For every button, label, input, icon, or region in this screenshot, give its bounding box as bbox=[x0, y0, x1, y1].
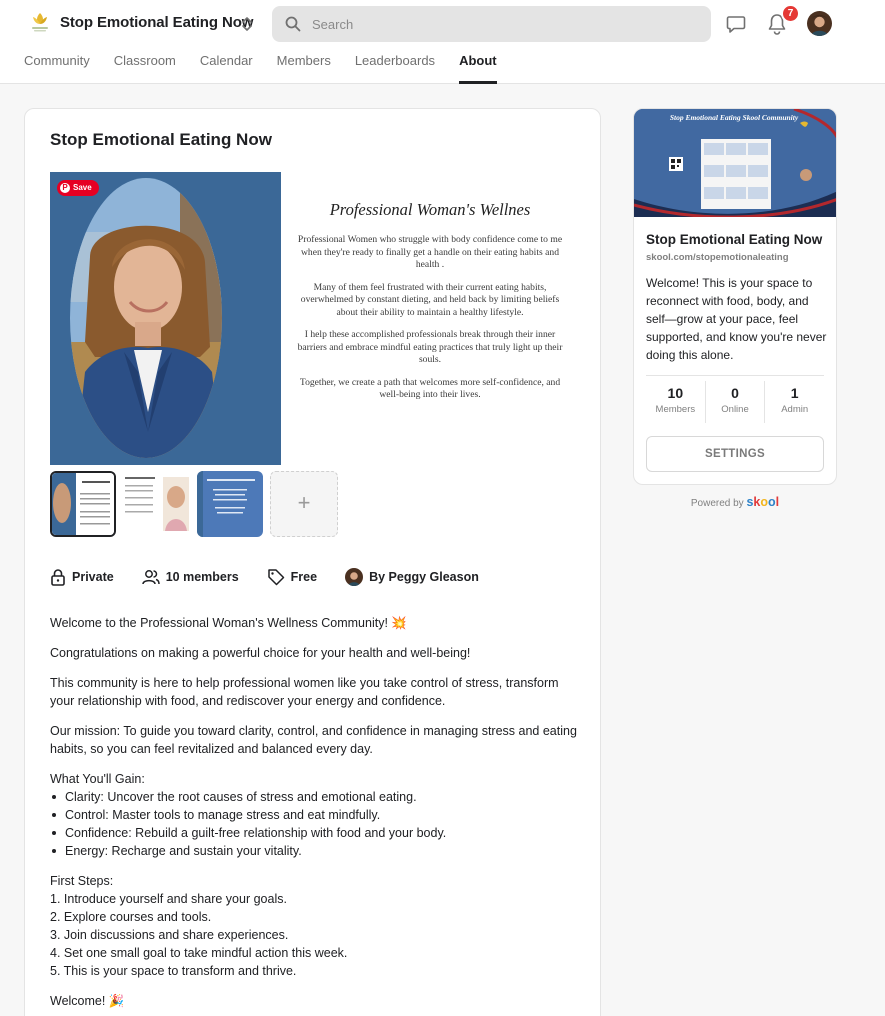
list-item: 4. Set one small goal to take mindful action this week. bbox=[50, 946, 348, 960]
privacy-label: Private bbox=[72, 570, 114, 584]
list-item: Confidence: Rebuild a guilt-free relationship with food and your body. bbox=[50, 824, 585, 842]
community-logo-icon[interactable] bbox=[27, 9, 53, 35]
tab-leaderboards[interactable]: Leaderboards bbox=[354, 53, 436, 68]
price-label: Free bbox=[290, 570, 318, 584]
stat-admin[interactable] bbox=[765, 381, 824, 423]
owner-info[interactable] bbox=[345, 568, 479, 586]
tab-about[interactable]: About bbox=[459, 52, 497, 84]
list-item: 3. Join discussions and share experiences. bbox=[50, 928, 289, 942]
list-item: 2. Explore courses and tools. bbox=[50, 910, 212, 924]
stat-value: 0 bbox=[731, 385, 739, 401]
description-mission: Our mission: To guide you toward clarity, control, and confidence in managing stress and eating habits, so you can feel revitalized and balanced every day. bbox=[50, 724, 577, 756]
divider bbox=[646, 375, 824, 376]
top-bar bbox=[0, 0, 885, 84]
gains-list bbox=[50, 788, 585, 860]
tag-icon bbox=[267, 568, 285, 586]
tab-calendar[interactable]: Calendar bbox=[199, 53, 253, 68]
tab-classroom[interactable]: Classroom bbox=[113, 53, 176, 68]
hero-heading: Professional Woman's Wellnes bbox=[329, 200, 531, 219]
group-cover-image[interactable] bbox=[634, 109, 837, 217]
gallery-thumbnail-3[interactable] bbox=[197, 471, 263, 537]
tab-community[interactable]: Community bbox=[24, 53, 90, 68]
privacy-info bbox=[50, 568, 114, 586]
gains-section bbox=[50, 770, 585, 860]
stat-online[interactable] bbox=[706, 381, 766, 423]
notification-badge[interactable]: 7 bbox=[781, 4, 800, 23]
stat-label: Admin bbox=[781, 404, 809, 415]
stat-members[interactable] bbox=[646, 381, 706, 423]
tab-bar bbox=[24, 52, 521, 84]
gains-heading: What You'll Gain: bbox=[50, 772, 145, 786]
gallery-thumbnail-1[interactable] bbox=[50, 471, 116, 537]
search-bar[interactable] bbox=[272, 6, 711, 42]
list-item: Clarity: Uncover the root causes of stress and emotional eating. bbox=[50, 788, 585, 806]
list-item: 1. Introduce yourself and share your goals. bbox=[50, 892, 287, 906]
pinterest-icon: P bbox=[60, 183, 70, 193]
pinterest-save-button[interactable] bbox=[57, 180, 99, 196]
stat-label: Online bbox=[721, 404, 749, 415]
stat-value: 10 bbox=[667, 385, 684, 401]
stat-label: Members bbox=[655, 404, 696, 415]
powered-by[interactable] bbox=[633, 495, 837, 509]
skool-logo: skool bbox=[746, 495, 780, 509]
list-item: Energy: Recharge and sustain your vitality. bbox=[50, 842, 585, 860]
sidebar-description: Welcome! This is your space to reconnect with food, body, and self—grow at your pace, feel supported, and know you're never doing this alone. bbox=[646, 276, 827, 362]
stat-value: 1 bbox=[790, 385, 799, 401]
group-name[interactable]: Stop Emotional Eating Now bbox=[60, 14, 254, 31]
hero-paragraph: Many of them feel frustrated with their current eating habits, overwhelmed by constant dieting, and held back by limiting beliefs about their ability to maintain a healthy lifestyle. bbox=[300, 281, 560, 318]
group-description bbox=[50, 614, 585, 1016]
settings-button[interactable]: SETTINGS bbox=[646, 436, 824, 472]
description-purpose: This community is here to help professional women like you take control of stress, transform your relationship with food, and rediscover your energy and confidence. bbox=[50, 676, 559, 708]
tab-members[interactable]: Members bbox=[276, 53, 331, 68]
steps-section bbox=[50, 872, 585, 980]
gallery-thumbnail-2[interactable] bbox=[123, 471, 189, 537]
search-input[interactable] bbox=[312, 6, 702, 42]
description-welcome: Welcome to the Professional Woman's Wellness Community! 💥 bbox=[50, 616, 407, 630]
owner-label: By Peggy Gleason bbox=[369, 570, 479, 584]
description-closing: Welcome! 🎉 bbox=[50, 994, 125, 1008]
hero-paragraph: Professional Women who struggle with body confidence come to me when they're ready to finally get a handle on their eating habits and health . bbox=[297, 234, 563, 270]
powered-by-label: Powered by bbox=[690, 498, 744, 509]
portrait-photo bbox=[50, 172, 281, 465]
search-icon bbox=[284, 15, 302, 33]
lock-icon bbox=[50, 568, 66, 586]
cover-title: Stop Emotional Eating Skool Community bbox=[669, 113, 799, 122]
hero-paragraph: I help these accomplished professionals break through their inner barriers and embrace mindful eating practices that truly light up their souls. bbox=[297, 329, 563, 365]
about-card bbox=[24, 108, 601, 1016]
hero-text bbox=[290, 172, 570, 465]
member-count-info[interactable] bbox=[142, 569, 239, 585]
price-info bbox=[267, 568, 317, 586]
users-icon bbox=[142, 569, 160, 585]
chat-icon[interactable] bbox=[725, 13, 747, 35]
hero-paragraph: Together, we create a path that welcomes more self-confidence, and well-being into their lives. bbox=[299, 376, 561, 400]
group-stats bbox=[646, 381, 824, 423]
save-label: Save bbox=[73, 183, 92, 192]
page-title: Stop Emotional Eating Now bbox=[50, 130, 272, 149]
hero-image[interactable] bbox=[50, 172, 581, 465]
chevron-up-down-icon[interactable] bbox=[240, 14, 254, 34]
sidebar-group-name: Stop Emotional Eating Now bbox=[646, 232, 823, 247]
owner-avatar bbox=[345, 568, 363, 586]
description-congrats: Congratulations on making a powerful choice for your health and well-being! bbox=[50, 646, 471, 660]
add-image-button[interactable]: + bbox=[270, 471, 338, 537]
user-avatar[interactable] bbox=[807, 11, 832, 36]
list-item: Control: Master tools to manage stress and eat mindfully. bbox=[50, 806, 585, 824]
list-item: 5. This is your space to transform and thrive. bbox=[50, 964, 297, 978]
group-url[interactable]: skool.com/stopemotionaleating bbox=[646, 252, 789, 263]
member-count-label: 10 members bbox=[165, 570, 239, 584]
steps-heading: First Steps: bbox=[50, 874, 114, 888]
group-info-card bbox=[633, 108, 837, 485]
group-meta bbox=[50, 567, 507, 587]
